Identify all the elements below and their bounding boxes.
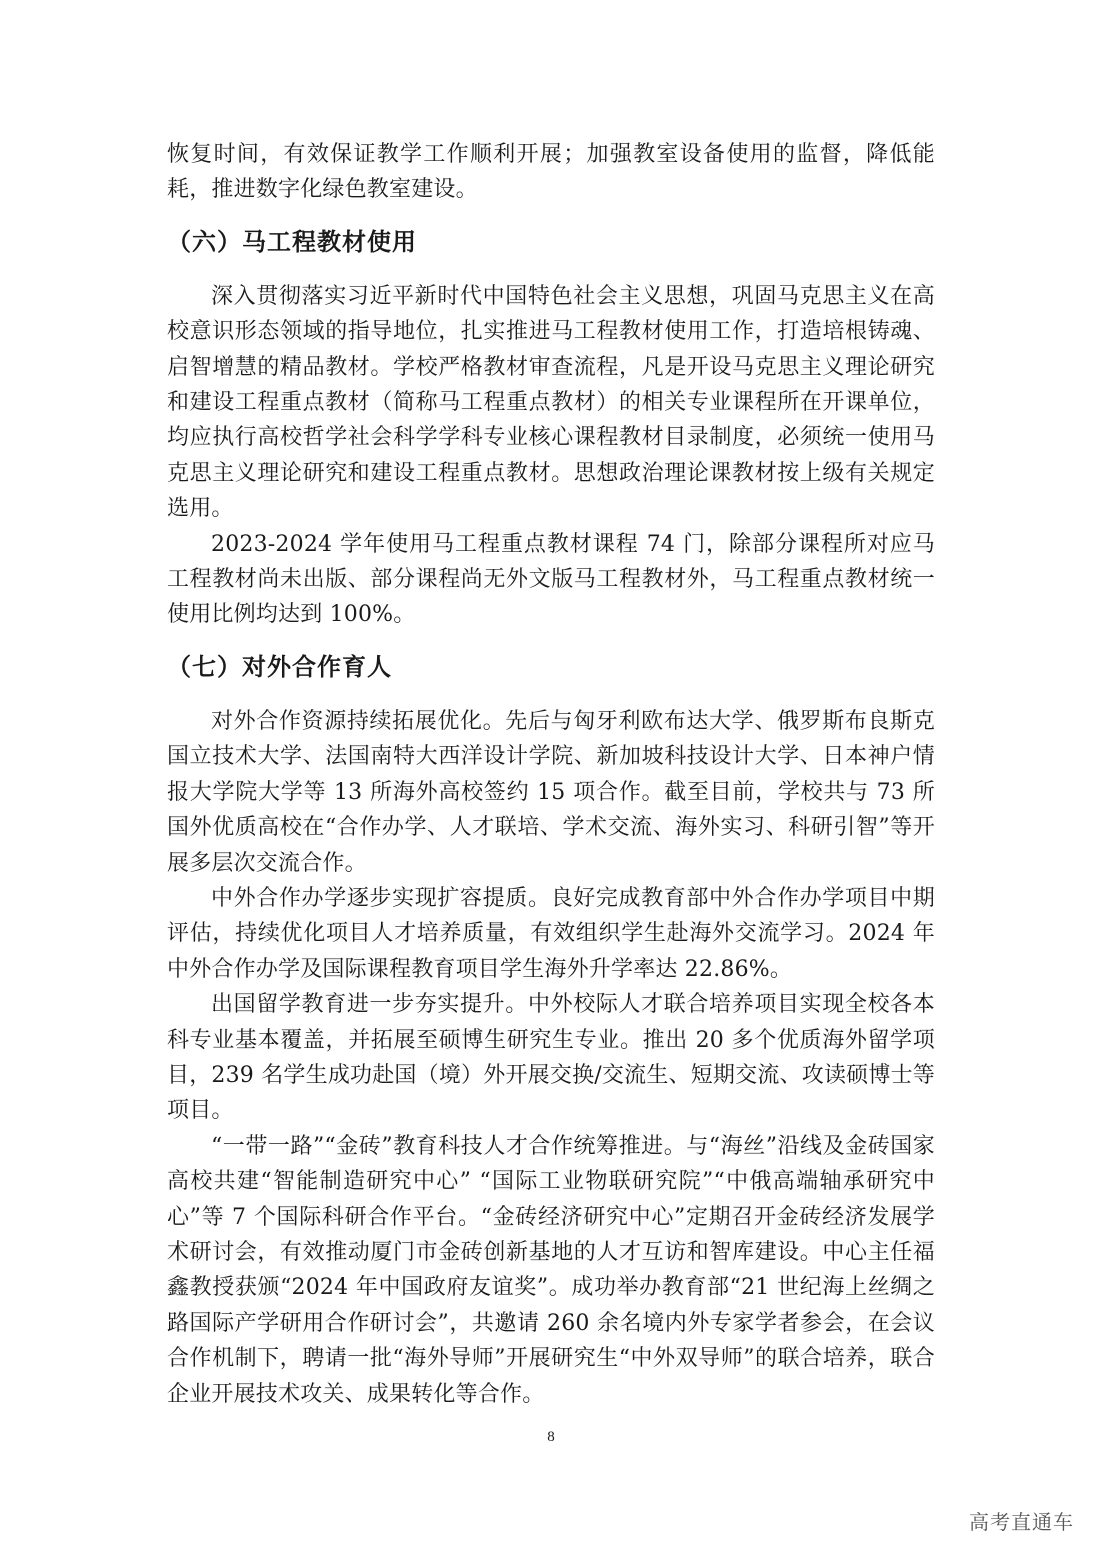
section-7-heading: （七）对外合作育人 bbox=[167, 652, 392, 681]
section-6-paragraph-1: 深入贯彻落实习近平新时代中国特色社会主义思想，巩固马克思主义在高校意识形态领域的指导地位，扎实推进马工程教材使用工作，打造培根铸魂、启智增慧的精品教材。学校严格教材审查流程，凡是开设马克思主义理论研究和建设工程重点教材（简称马工程重点教材）的相关专业课程所在开课单位，均应执行高校哲学社会科学学科专业核心课程教材目录制度，必须统一使用马克思主义理论研究和建设工程重点教材。思想政治理论课教材按上级有关规定选用。 bbox=[167, 283, 935, 522]
page-number: 8 bbox=[547, 1429, 555, 1445]
section-7-paragraph-2: 中外合作办学逐步实现扩容提质。良好完成教育部中外合作办学项目中期评估，持续优化项目人才培养质量，有效组织学生赴海外交流学习。2024 年中外合作办学及国际课程教育项目学生海外升学率达 22.86%。 bbox=[167, 885, 935, 982]
section-6-heading: （六）马工程教材使用 bbox=[167, 227, 417, 256]
section-7-paragraph-3: 出国留学教育进一步夯实提升。中外校际人才联合培养项目实现全校各本科专业基本覆盖，并拓展至硕博生研究生专业。推出 20 多个优质海外留学项目，239 名学生成功赴国（境）外开展交换/交流生、短期交流、攻读硕博士等项目。 bbox=[167, 992, 935, 1124]
section-7-paragraph-1: 对外合作资源持续拓展优化。先后与匈牙利欧布达大学、俄罗斯布良斯克国立技术大学、法国南特大西洋设计学院、新加坡科技设计大学、日本神户情报大学院大学等 13 所海外高校签约 15 项合作。截至目前，学校共与 73 所国外优质高校在“合作办学、人才联培、学术交流、海外实习、科研引智”等开展多层次交流合作。 bbox=[167, 708, 935, 876]
watermark-text: 高考直通车 bbox=[969, 1510, 1074, 1534]
section-6-paragraph-2: 2023-2024 学年使用马工程重点教材课程 74 门，除部分课程所对应马工程教材尚未出版、部分课程尚无外文版马工程教材外，马工程重点教材统一使用比例均达到 100%。 bbox=[167, 531, 935, 628]
document-body bbox=[167, 137, 935, 1412]
intro-paragraph: 恢复时间，有效保证教学工作顺利开展；加强教室设备使用的监督，降低能耗，推进数字化绿色教室建设。 bbox=[167, 142, 935, 203]
section-7-paragraph-4: “一带一路”“金砖”教育科技人才合作统筹推进。与“海丝”沿线及金砖国家高校共建“智能制造研究中心” “国际工业物联研究院”“中俄高端轴承研究中心”等 7 个国际科研合作平台。“金砖经济研究中心”定期召开金砖经济发展学术研讨会，有效推动厦门市金砖创新基地的人才互访和智库建设。中心主任福鑫教授获颁“2024 年中国政府友谊奖”。成功举办教育部“21 世纪海上丝绸之路国际产学研用合作研讨会”，共邀请 260 余名境内外专家学者参会，在会议合作机制下，聘请一批“海外导师”开展研究生“中外双导师”的联合培养，联合企业开展技术攻关、成果转化等合作。 bbox=[167, 1133, 935, 1407]
